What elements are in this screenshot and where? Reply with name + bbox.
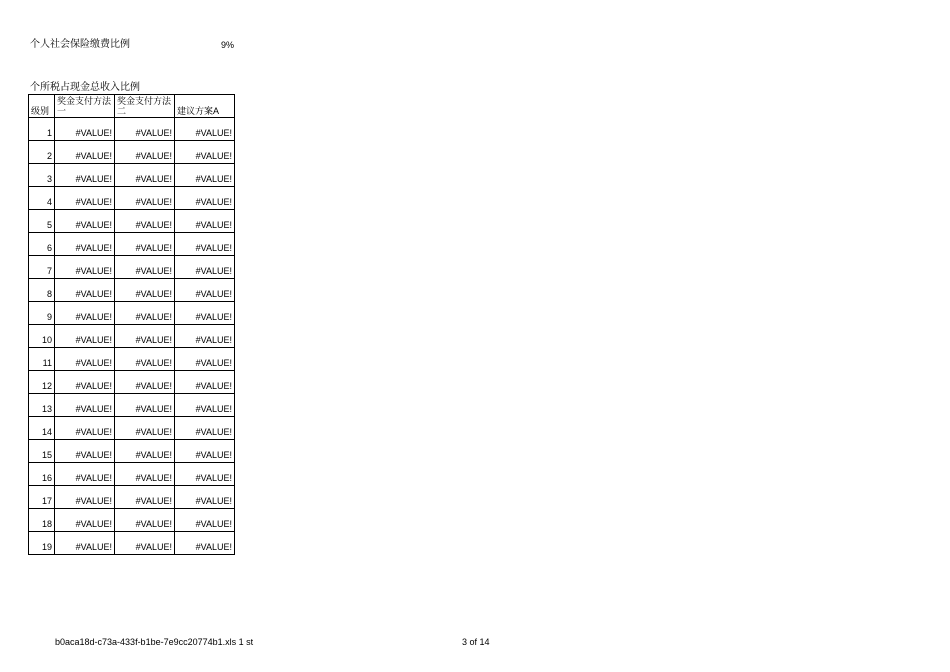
table-row — [29, 532, 235, 555]
cell-proposal-a: #VALUE! — [175, 440, 235, 463]
cell-level: 18 — [29, 509, 55, 532]
cell-method-1: #VALUE! — [55, 187, 115, 210]
cell-level: 5 — [29, 210, 55, 233]
cell-level: 11 — [29, 348, 55, 371]
cell-level: 17 — [29, 486, 55, 509]
cell-method-2: #VALUE! — [115, 440, 175, 463]
cell-level: 2 — [29, 141, 55, 164]
cell-method-2: #VALUE! — [115, 394, 175, 417]
cell-level: 13 — [29, 394, 55, 417]
cell-method-1: #VALUE! — [55, 486, 115, 509]
cell-proposal-a: #VALUE! — [175, 233, 235, 256]
cell-level: 7 — [29, 256, 55, 279]
cell-method-2: #VALUE! — [115, 210, 175, 233]
cell-method-1: #VALUE! — [55, 532, 115, 555]
cell-proposal-a: #VALUE! — [175, 463, 235, 486]
table-row — [29, 371, 235, 394]
cell-method-2: #VALUE! — [115, 118, 175, 141]
cell-method-2: #VALUE! — [115, 325, 175, 348]
cell-method-1: #VALUE! — [55, 302, 115, 325]
cell-level: 8 — [29, 279, 55, 302]
table-row — [29, 440, 235, 463]
table-row — [29, 210, 235, 233]
table-header-row — [29, 95, 235, 118]
cell-method-2: #VALUE! — [115, 348, 175, 371]
cell-method-1: #VALUE! — [55, 509, 115, 532]
cell-method-1: #VALUE! — [55, 325, 115, 348]
cell-proposal-a: #VALUE! — [175, 210, 235, 233]
table-row — [29, 256, 235, 279]
table-title: 个所税占现金总收入比例 — [30, 82, 140, 93]
table-row — [29, 302, 235, 325]
cell-level: 9 — [29, 302, 55, 325]
table-body — [29, 118, 235, 555]
cell-method-1: #VALUE! — [55, 279, 115, 302]
table-row — [29, 486, 235, 509]
cell-level: 19 — [29, 532, 55, 555]
cell-method-1: #VALUE! — [55, 256, 115, 279]
table-row — [29, 325, 235, 348]
table-row — [29, 348, 235, 371]
cell-method-2: #VALUE! — [115, 279, 175, 302]
cell-proposal-a: #VALUE! — [175, 532, 235, 555]
cell-proposal-a: #VALUE! — [175, 417, 235, 440]
table-row — [29, 164, 235, 187]
table-row — [29, 394, 235, 417]
cell-method-1: #VALUE! — [55, 164, 115, 187]
cell-method-2: #VALUE! — [115, 509, 175, 532]
cell-proposal-a: #VALUE! — [175, 509, 235, 532]
cell-method-1: #VALUE! — [55, 371, 115, 394]
cell-method-2: #VALUE! — [115, 187, 175, 210]
cell-method-1: #VALUE! — [55, 463, 115, 486]
table-row — [29, 279, 235, 302]
cell-method-2: #VALUE! — [115, 463, 175, 486]
cell-level: 15 — [29, 440, 55, 463]
cell-method-1: #VALUE! — [55, 210, 115, 233]
cell-proposal-a: #VALUE! — [175, 187, 235, 210]
cell-level: 14 — [29, 417, 55, 440]
table-row — [29, 509, 235, 532]
cell-level: 1 — [29, 118, 55, 141]
cell-level: 6 — [29, 233, 55, 256]
header-method-1: 奖金支付方法一 — [55, 95, 115, 118]
table-row — [29, 233, 235, 256]
cell-proposal-a: #VALUE! — [175, 371, 235, 394]
cell-proposal-a: #VALUE! — [175, 348, 235, 371]
cell-level: 4 — [29, 187, 55, 210]
cell-proposal-a: #VALUE! — [175, 302, 235, 325]
table-row — [29, 463, 235, 486]
cell-level: 12 — [29, 371, 55, 394]
cell-level: 10 — [29, 325, 55, 348]
cell-proposal-a: #VALUE! — [175, 394, 235, 417]
footer-file-name: b0aca18d-c73a-433f-b1be-7e9cc20774b1.xls 1 st — [55, 637, 254, 647]
footer-page-indicator: 3 of 14 — [462, 637, 490, 647]
header-level: 级别 — [29, 95, 55, 118]
tax-ratio-table — [28, 94, 235, 555]
cell-level: 3 — [29, 164, 55, 187]
table-row — [29, 417, 235, 440]
cell-method-2: #VALUE! — [115, 371, 175, 394]
social-insurance-value: 9% — [220, 40, 234, 50]
cell-method-1: #VALUE! — [55, 233, 115, 256]
cell-method-1: #VALUE! — [55, 348, 115, 371]
cell-method-2: #VALUE! — [115, 302, 175, 325]
table-row — [29, 118, 235, 141]
cell-proposal-a: #VALUE! — [175, 164, 235, 187]
cell-method-1: #VALUE! — [55, 141, 115, 164]
cell-method-1: #VALUE! — [55, 440, 115, 463]
header-method-2: 奖金支付方法二 — [115, 95, 175, 118]
cell-method-2: #VALUE! — [115, 233, 175, 256]
cell-method-2: #VALUE! — [115, 417, 175, 440]
social-insurance-label: 个人社会保险缴费比例 — [30, 39, 130, 50]
table-row — [29, 141, 235, 164]
cell-proposal-a: #VALUE! — [175, 141, 235, 164]
header-proposal-a: 建议方案A — [175, 95, 235, 118]
cell-method-2: #VALUE! — [115, 164, 175, 187]
cell-proposal-a: #VALUE! — [175, 325, 235, 348]
cell-proposal-a: #VALUE! — [175, 256, 235, 279]
cell-proposal-a: #VALUE! — [175, 279, 235, 302]
cell-method-1: #VALUE! — [55, 394, 115, 417]
table-row — [29, 187, 235, 210]
cell-method-1: #VALUE! — [55, 417, 115, 440]
cell-method-2: #VALUE! — [115, 486, 175, 509]
cell-proposal-a: #VALUE! — [175, 118, 235, 141]
cell-level: 16 — [29, 463, 55, 486]
cell-method-2: #VALUE! — [115, 532, 175, 555]
cell-method-2: #VALUE! — [115, 141, 175, 164]
cell-proposal-a: #VALUE! — [175, 486, 235, 509]
cell-method-1: #VALUE! — [55, 118, 115, 141]
cell-method-2: #VALUE! — [115, 256, 175, 279]
